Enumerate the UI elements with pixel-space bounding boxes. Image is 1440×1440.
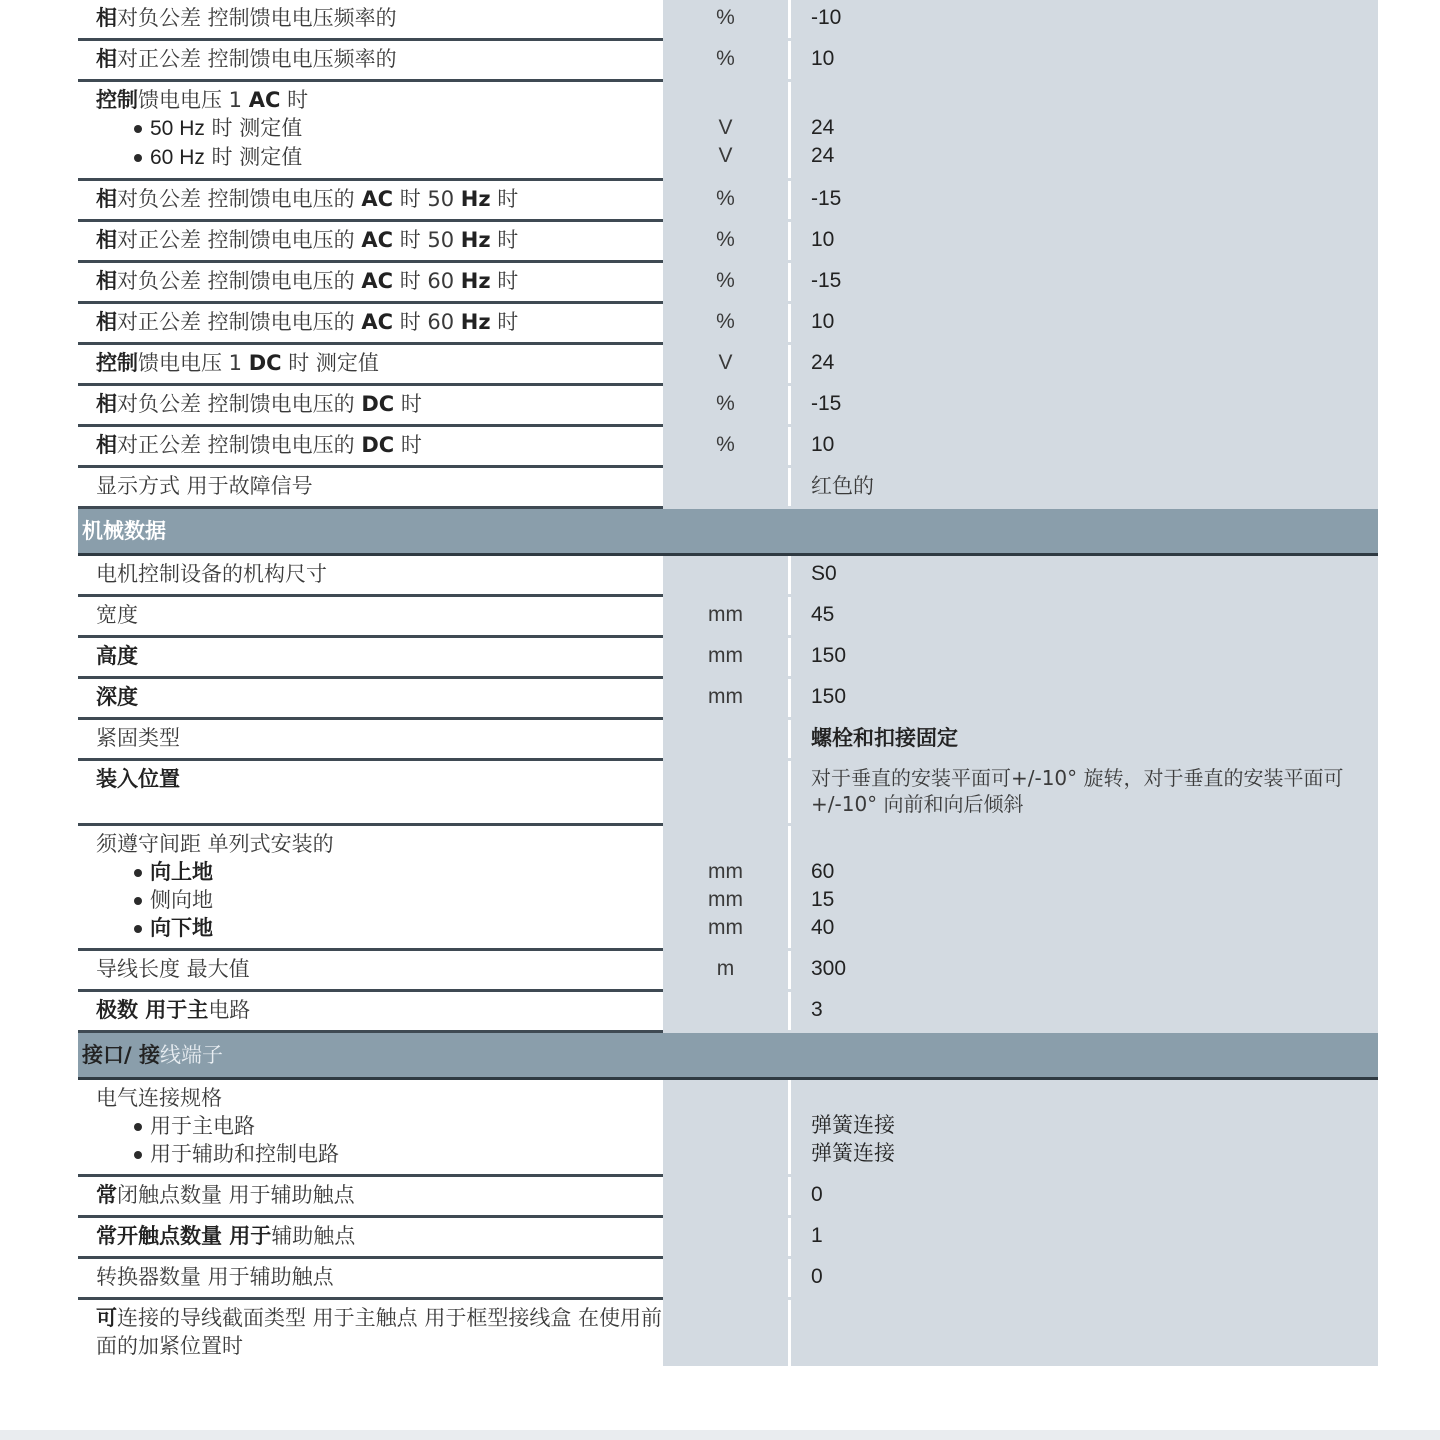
label-segment: AC xyxy=(361,269,394,293)
spec-unit xyxy=(663,82,791,178)
spec-value: 0 xyxy=(791,1259,1378,1297)
spec-value: 150 xyxy=(791,679,1378,717)
sub-unit xyxy=(663,1140,788,1168)
spec-value: -10 xyxy=(791,0,1378,38)
spec-label xyxy=(78,427,663,468)
label-segment: DC xyxy=(361,392,395,416)
label-segment: 辅助触点 xyxy=(271,1224,356,1248)
label-segment: 常开触点数量 用于 xyxy=(96,1224,272,1248)
spec-label-text xyxy=(96,560,663,588)
spec-value: 300 xyxy=(791,951,1378,989)
spec-unit: % xyxy=(663,427,791,465)
bullet-icon xyxy=(134,154,142,162)
spec-value: 24 xyxy=(791,345,1378,383)
sub-item xyxy=(96,886,663,914)
sub-value: 60 xyxy=(811,860,835,883)
spec-label xyxy=(78,679,663,720)
spec-value: 3 xyxy=(791,992,1378,1030)
label-segment: 线端子 xyxy=(159,1043,223,1067)
sub-value: 24 xyxy=(811,144,835,167)
label-segment: 可 xyxy=(96,1306,117,1330)
section-header xyxy=(78,509,1378,556)
spec-label-text xyxy=(96,1263,663,1291)
label-segment: 时 测定值 xyxy=(204,116,303,140)
spec-label xyxy=(78,41,663,82)
bullet-icon xyxy=(134,869,142,877)
spec-unit xyxy=(663,1080,791,1174)
label-segment: 馈电电压 1 xyxy=(138,88,249,112)
spec-label-text xyxy=(96,765,663,793)
spec-label-text xyxy=(96,431,663,459)
sub-item xyxy=(96,914,663,942)
spec-unit xyxy=(663,826,791,948)
label-segment: 对正公差 控制馈电电压的 xyxy=(117,228,362,252)
sub-value: 弹簧连接 xyxy=(811,1142,895,1165)
bullet-icon xyxy=(134,1123,142,1131)
spec-unit xyxy=(663,556,791,594)
spec-row xyxy=(78,761,1378,826)
label-segment: 对正公差 控制馈电电压的 xyxy=(117,433,362,457)
label-segment: 时 xyxy=(490,269,519,293)
sub-value: 40 xyxy=(811,916,835,939)
spec-value xyxy=(791,1300,1378,1366)
spec-value: 10 xyxy=(791,222,1378,260)
label-segment: 控制 xyxy=(96,351,138,375)
label-segment: 电路 xyxy=(208,998,251,1022)
spec-value xyxy=(791,1080,1378,1174)
spec-label-text xyxy=(96,955,663,983)
label-segment: 闭触点数量 用于辅助触点 xyxy=(117,1183,355,1207)
label-segment: 时 xyxy=(394,433,422,457)
spec-label-text xyxy=(96,724,663,752)
spec-row xyxy=(78,951,1378,992)
spec-unit: % xyxy=(663,263,791,301)
label-segment: 导线长度 最大值 xyxy=(96,957,250,981)
label-segment: 转换器数量 用于辅助触点 xyxy=(96,1265,334,1289)
label-segment: 用于主 xyxy=(150,1114,213,1138)
bullet-icon xyxy=(134,897,142,905)
spec-label-text xyxy=(96,1084,663,1112)
label-segment: 须遵守间距 单列式安装的 xyxy=(96,832,334,856)
spec-label-text xyxy=(96,1222,663,1250)
spec-row xyxy=(78,1177,1378,1218)
spec-label xyxy=(78,345,663,386)
spec-label xyxy=(78,992,663,1033)
spec-label xyxy=(78,0,663,41)
sub-unit: mm xyxy=(708,916,743,939)
spec-label xyxy=(78,181,663,222)
spec-label xyxy=(78,1259,663,1300)
spec-label xyxy=(78,1300,663,1366)
sub-item xyxy=(96,858,663,886)
spec-value: 1 xyxy=(791,1218,1378,1256)
label-segment: 极数 用于主 xyxy=(96,998,209,1022)
label-segment: 深度 xyxy=(96,685,138,709)
spec-label xyxy=(78,82,663,181)
label-segment: 相 xyxy=(96,310,117,334)
spec-unit xyxy=(663,1218,791,1256)
spec-label xyxy=(78,638,663,679)
spec-unit-blank xyxy=(663,1084,788,1112)
sub-unit xyxy=(663,1112,788,1140)
spec-row xyxy=(78,826,1378,951)
spec-value: S0 xyxy=(791,556,1378,594)
spec-row xyxy=(78,679,1378,720)
label-segment: 接口/ 接 xyxy=(82,1043,160,1067)
spec-label xyxy=(78,468,663,509)
sub-value: 15 xyxy=(811,888,835,911)
sub-unit: V xyxy=(718,144,733,167)
spec-row xyxy=(78,263,1378,304)
spec-row xyxy=(78,222,1378,263)
label-segment: 宽度 xyxy=(96,603,138,627)
spec-label xyxy=(78,826,663,951)
sub-value: 弹簧连接 xyxy=(811,1114,895,1137)
spec-unit xyxy=(663,468,791,506)
spec-row xyxy=(78,386,1378,427)
label-segment: 时 xyxy=(490,310,519,334)
spec-row xyxy=(78,345,1378,386)
label-segment: 时 50 xyxy=(393,228,461,252)
sub-unit: mm xyxy=(708,888,743,911)
spec-row xyxy=(78,41,1378,82)
spec-unit: mm xyxy=(663,679,791,717)
label-segment: AC xyxy=(361,310,394,334)
spec-label-text xyxy=(96,601,663,629)
spec-value: 10 xyxy=(791,41,1378,79)
spec-label xyxy=(78,263,663,304)
spec-value xyxy=(791,826,1378,948)
spec-label-text xyxy=(96,86,663,114)
spec-row xyxy=(78,427,1378,468)
spec-label-text xyxy=(96,349,663,377)
spec-label-text xyxy=(96,830,663,858)
spec-unit: mm xyxy=(663,597,791,635)
spec-unit: % xyxy=(663,222,791,260)
label-segment: 相 xyxy=(96,392,117,416)
spec-label-text xyxy=(96,683,663,711)
spec-label-text xyxy=(96,1304,663,1360)
label-segment: 电路 xyxy=(213,1114,255,1138)
spec-row xyxy=(78,1300,1378,1366)
sub-unit: V xyxy=(718,116,733,139)
label-segment: 时 60 xyxy=(393,310,461,334)
label-segment: 时 60 xyxy=(393,269,461,293)
page-bottom-edge xyxy=(0,1430,1440,1440)
spec-value: 0 xyxy=(791,1177,1378,1215)
section-header xyxy=(78,1033,1378,1080)
spec-unit: mm xyxy=(663,638,791,676)
label-segment: AC xyxy=(248,88,281,112)
label-segment: 时 xyxy=(280,88,309,112)
label-segment: 对负公差 控制馈电电压的 xyxy=(117,269,362,293)
label-segment: 相 xyxy=(96,187,117,211)
label-segment: 控制 xyxy=(96,88,138,112)
spec-label xyxy=(78,1177,663,1218)
spec-label xyxy=(78,720,663,761)
spec-label xyxy=(78,1080,663,1177)
spec-row xyxy=(78,556,1378,597)
label-segment: AC xyxy=(361,187,394,211)
sub-unit: mm xyxy=(708,860,743,883)
label-segment: 向上地 xyxy=(150,860,213,884)
sub-item xyxy=(96,1112,663,1140)
label-segment: 时 xyxy=(490,187,519,211)
label-segment: 相 xyxy=(96,433,117,457)
spec-label-text xyxy=(96,390,663,418)
spec-row xyxy=(78,468,1378,509)
spec-label xyxy=(78,597,663,638)
spec-unit-blank xyxy=(663,830,788,858)
spec-unit: % xyxy=(663,181,791,219)
spec-label-text xyxy=(96,996,663,1024)
label-segment: 50 Hz xyxy=(150,117,205,140)
bullet-icon xyxy=(134,1151,142,1159)
spec-label xyxy=(78,222,663,263)
label-segment: 对正公差 控制馈电电压的 xyxy=(117,310,362,334)
spec-label-text xyxy=(96,226,663,254)
spec-row xyxy=(78,304,1378,345)
label-segment: 向下地 xyxy=(150,916,213,940)
spec-value: 螺栓和扣接固定 xyxy=(791,720,1378,758)
spec-value: 10 xyxy=(791,304,1378,342)
label-segment: DC xyxy=(361,433,395,457)
sub-item xyxy=(96,114,663,143)
spec-row xyxy=(78,1218,1378,1259)
bullet-icon xyxy=(134,925,142,933)
label-segment: 高度 xyxy=(96,644,138,668)
spec-row xyxy=(78,1259,1378,1300)
spec-label-text xyxy=(96,1181,663,1209)
spec-value xyxy=(791,82,1378,178)
spec-label-text xyxy=(96,4,663,32)
label-segment: Hz xyxy=(460,187,491,211)
label-segment: 紧固类型 xyxy=(96,726,180,750)
label-segment: 侧向地 xyxy=(150,888,213,912)
spec-unit: m xyxy=(663,951,791,989)
label-segment: 机械数据 xyxy=(82,519,166,543)
label-segment: 电机控制设备的机构尺寸 xyxy=(96,562,327,586)
spec-label-text xyxy=(96,472,663,500)
label-segment: 相 xyxy=(96,269,117,293)
spec-label-text xyxy=(96,267,663,295)
label-segment: 连接的导线截面类型 用于主触点 用于框型接线盒 在使用前面的加紧位置时 xyxy=(96,1306,663,1358)
label-segment: DC xyxy=(248,351,282,375)
spec-value-blank xyxy=(811,830,1366,858)
label-segment: 用于辅助和控制电路 xyxy=(150,1142,339,1166)
label-segment: 相 xyxy=(96,228,117,252)
spec-row xyxy=(78,82,1378,181)
spec-unit xyxy=(663,1259,791,1297)
spec-value: 150 xyxy=(791,638,1378,676)
label-segment: 馈电电压 1 xyxy=(138,351,249,375)
spec-label-text xyxy=(96,308,663,336)
spec-unit: % xyxy=(663,386,791,424)
label-segment: 装入位置 xyxy=(96,767,180,791)
spec-unit: % xyxy=(663,41,791,79)
spec-row xyxy=(78,1080,1378,1177)
spec-row xyxy=(78,597,1378,638)
spec-row xyxy=(78,992,1378,1033)
spec-label-text xyxy=(96,642,663,670)
spec-label xyxy=(78,761,663,826)
label-segment: AC xyxy=(361,228,394,252)
label-segment: 时 测定值 xyxy=(281,351,379,375)
label-segment: 时 50 xyxy=(393,187,461,211)
spec-unit: V xyxy=(663,345,791,383)
spec-value-blank xyxy=(811,1084,1366,1112)
spec-value: -15 xyxy=(791,263,1378,301)
label-segment: Hz xyxy=(460,269,491,293)
spec-value: 对于垂直的安装平面可+/-10° 旋转，对于垂直的安装平面可+/-10° 向前和向后倾斜 xyxy=(791,761,1378,823)
sub-value: 24 xyxy=(811,116,835,139)
spec-label xyxy=(78,951,663,992)
spec-label xyxy=(78,556,663,597)
spec-unit xyxy=(663,1300,791,1366)
label-segment: 显示方式 用于故障信号 xyxy=(96,474,313,498)
spec-value: 红色的 xyxy=(791,468,1378,506)
label-segment: 对负公差 控制馈电电压的 xyxy=(117,187,362,211)
spec-value: 10 xyxy=(791,427,1378,465)
spec-label xyxy=(78,304,663,345)
spec-row xyxy=(78,638,1378,679)
label-segment: 相 xyxy=(96,6,117,30)
label-segment: 时 xyxy=(490,228,519,252)
spec-unit: % xyxy=(663,304,791,342)
spec-unit xyxy=(663,992,791,1030)
spec-unit: % xyxy=(663,0,791,38)
spec-value: 45 xyxy=(791,597,1378,635)
spec-unit xyxy=(663,720,791,758)
label-segment: 对负公差 控制馈电电压频率的 xyxy=(117,6,397,30)
label-segment: 电气连接规格 xyxy=(96,1086,222,1110)
spec-label xyxy=(78,386,663,427)
label-segment: 对负公差 控制馈电电压的 xyxy=(117,392,362,416)
spec-label xyxy=(78,1218,663,1259)
spec-row xyxy=(78,720,1378,761)
spec-unit-blank xyxy=(663,86,788,114)
label-segment: 对正公差 控制馈电电压频率的 xyxy=(117,47,397,71)
spec-value-blank xyxy=(811,86,1366,114)
spec-value: -15 xyxy=(791,386,1378,424)
spec-unit xyxy=(663,1177,791,1215)
label-segment: 常 xyxy=(96,1183,117,1207)
label-segment: Hz xyxy=(460,228,491,252)
spec-sheet xyxy=(78,0,1378,1366)
spec-label-text xyxy=(96,185,663,213)
label-segment: Hz xyxy=(460,310,491,334)
spec-row xyxy=(78,0,1378,41)
spec-unit xyxy=(663,761,791,823)
bullet-icon xyxy=(134,125,142,133)
spec-value: -15 xyxy=(791,181,1378,219)
spec-label-text xyxy=(96,45,663,73)
label-segment: 时 测定值 xyxy=(204,145,303,169)
label-segment: 相 xyxy=(96,47,117,71)
sub-item xyxy=(96,143,663,172)
label-segment: 60 Hz xyxy=(150,146,205,169)
label-segment: 时 xyxy=(394,392,422,416)
sub-item xyxy=(96,1140,663,1168)
spec-row xyxy=(78,181,1378,222)
